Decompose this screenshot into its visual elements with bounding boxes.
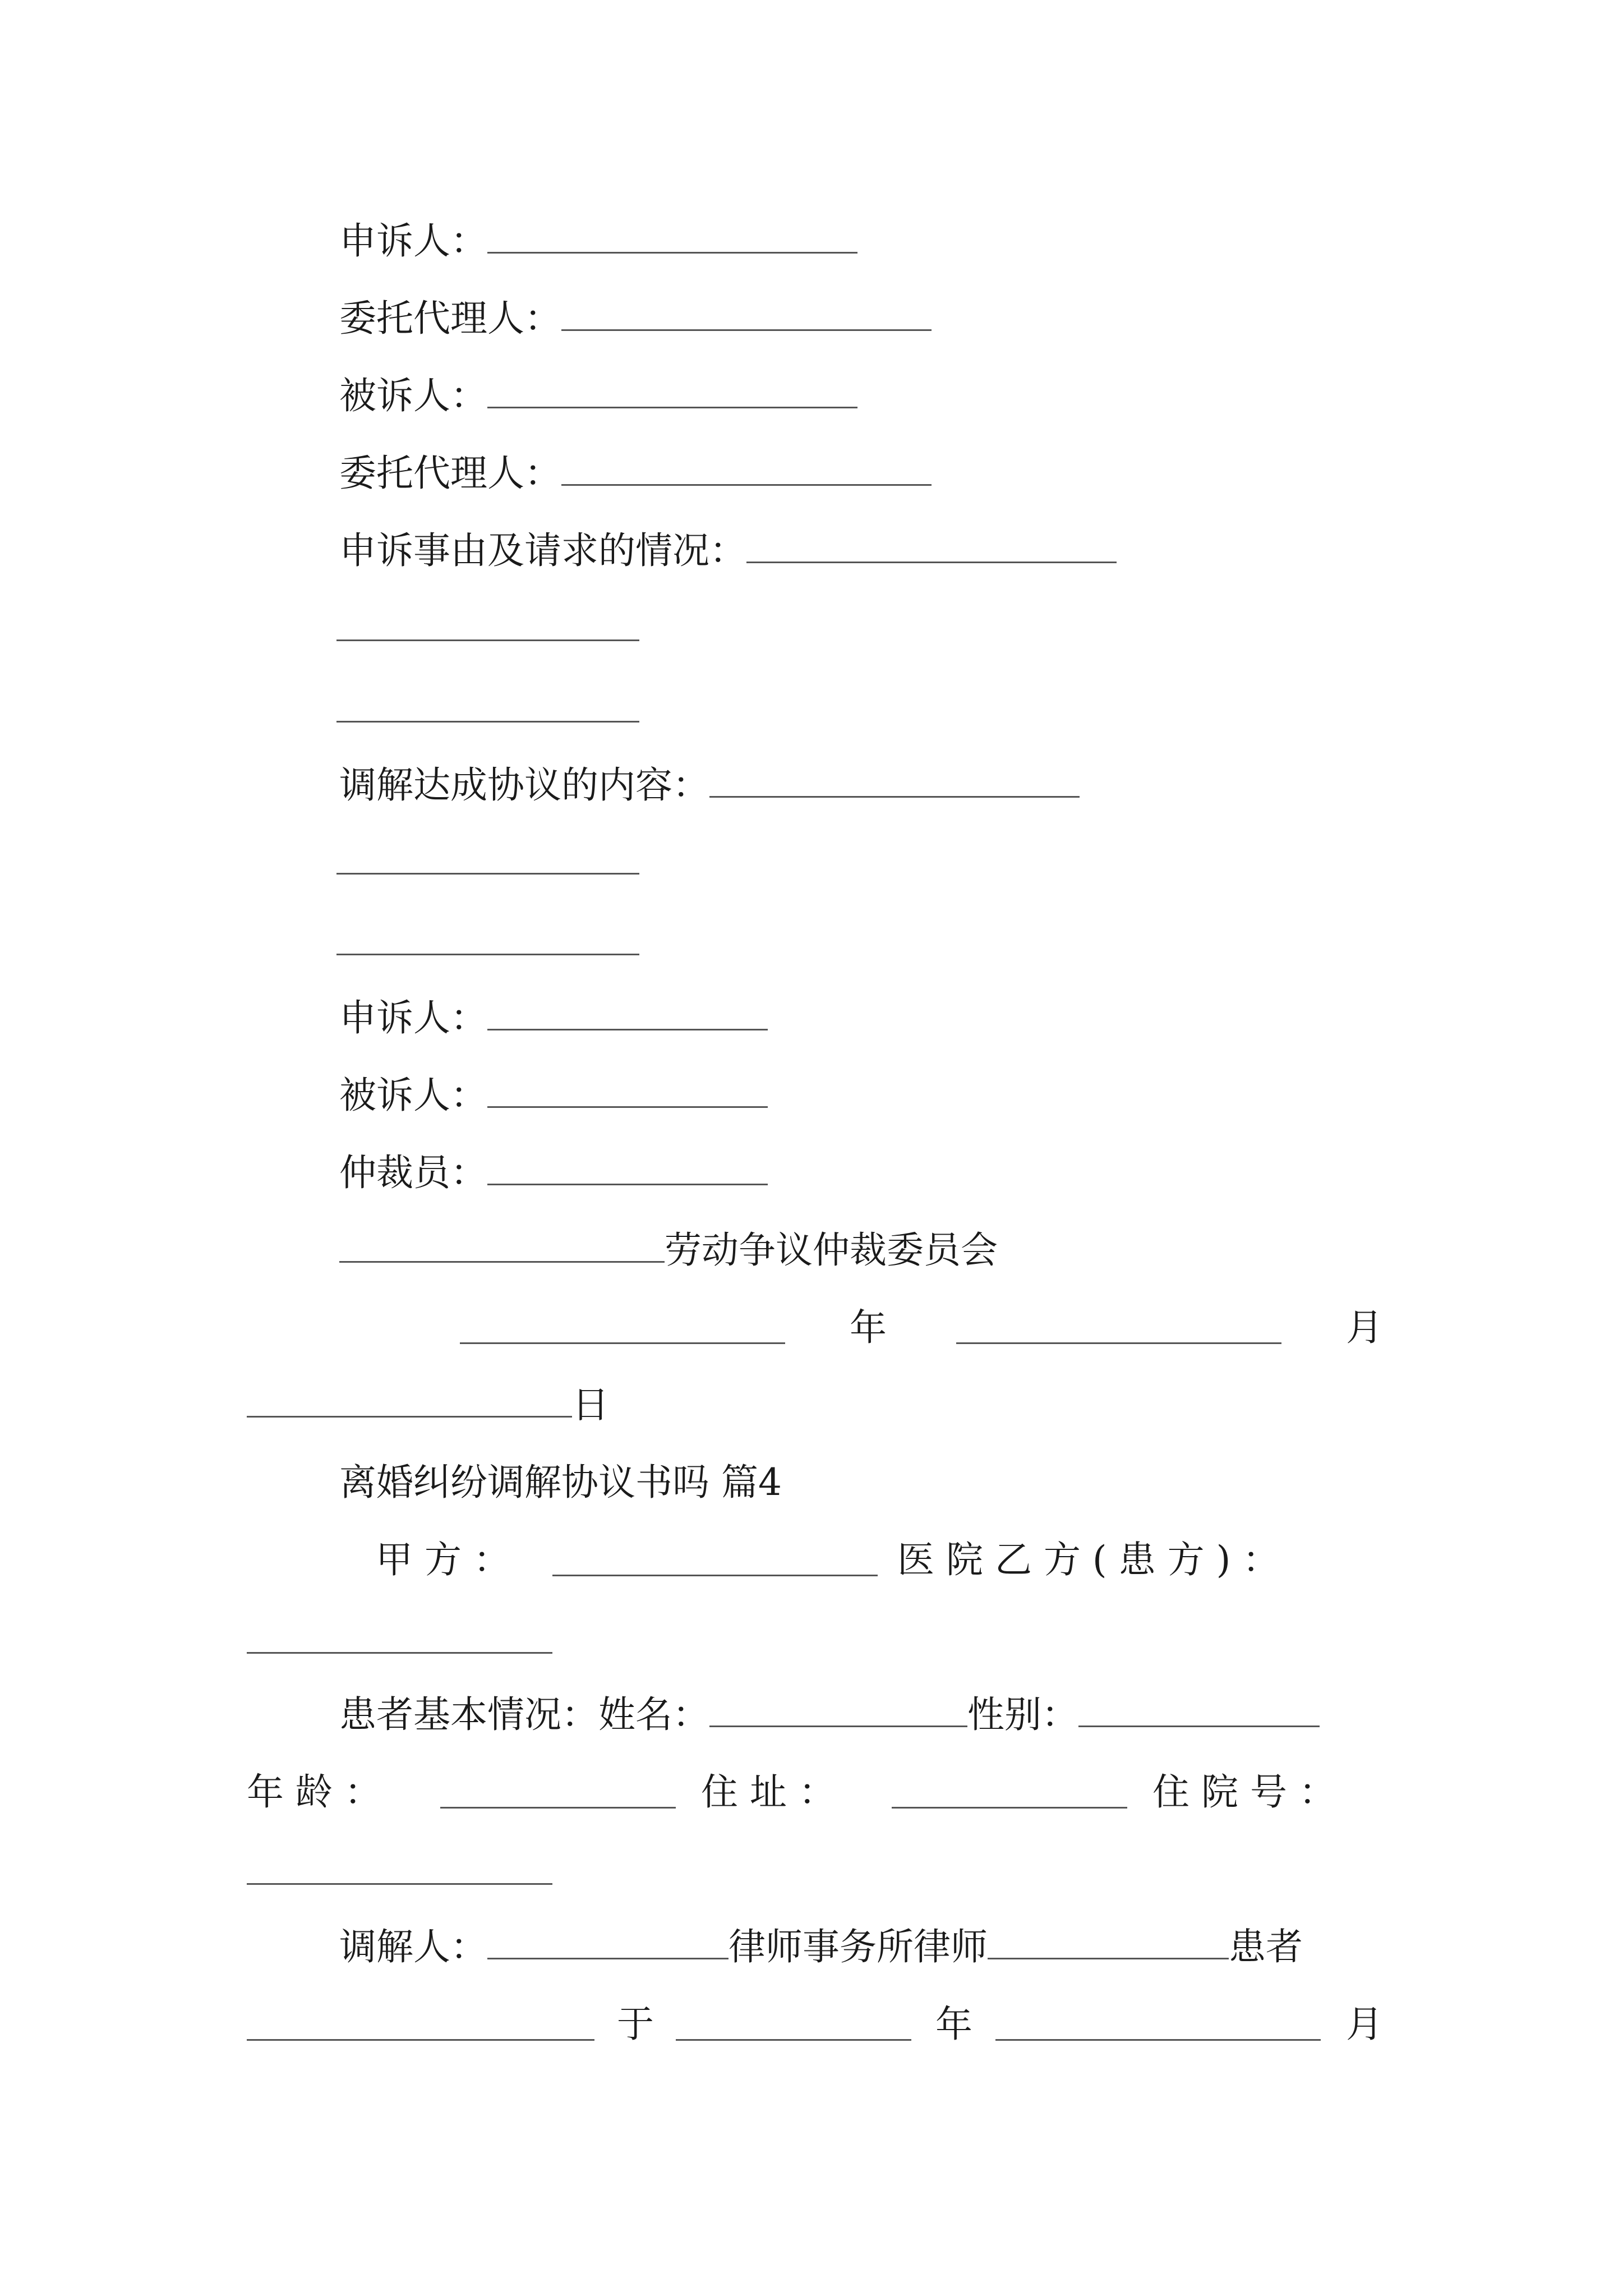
party-a-blank[interactable] [552,1575,878,1576]
sign-respondent-blank[interactable] [487,1073,768,1108]
address-label: 住 址 ： [701,1770,836,1814]
gender-blank[interactable] [1078,1692,1320,1727]
agent2-line [339,448,932,499]
month-blank[interactable] [956,1342,1281,1344]
age-blank[interactable] [440,1807,676,1809]
lawyer-blank[interactable] [988,1924,1229,1959]
committee-label: 劳动争议仲裁委员会 [665,1228,998,1272]
day-line [247,1380,609,1430]
claim-label: 申诉事由及请求的情况： [339,529,746,572]
sign-appellant-line [339,993,768,1043]
respondent-line [339,371,857,421]
patient-name-blank-2[interactable] [247,2039,594,2041]
year-blank-2[interactable] [676,2039,911,2041]
section-heading: 离婚纠纷调解协议书吗 篇4 [339,1461,782,1504]
claim-blank-2[interactable] [336,639,639,641]
patient-info-label: 患者基本情况：姓名： [339,1693,709,1736]
sign-appellant-label: 申诉人： [339,996,487,1039]
sign-respondent-line [339,1070,768,1121]
mediator-label: 调解人： [339,1925,487,1968]
appellant-line [339,216,857,266]
mediator-blank[interactable] [487,1924,728,1959]
agent1-line [339,293,932,344]
agreement-line [339,760,1080,811]
party-a-label: 甲 方 ： [376,1538,510,1581]
arbitrator-blank[interactable] [487,1150,768,1185]
day-blank[interactable] [247,1382,572,1418]
month-label-2: 月 [1346,2003,1383,2046]
party-b-label: 医 院 乙 方 ( 患 方 ) ： [897,1538,1280,1581]
committee-blank[interactable] [339,1227,665,1263]
party-b-blank[interactable] [247,1652,552,1654]
agent1-label: 委托代理人： [339,297,561,340]
sign-appellant-blank[interactable] [487,995,768,1030]
claim-blank-3[interactable] [336,721,639,723]
agreement-blank-2[interactable] [336,873,639,875]
respondent-label: 被诉人： [339,374,487,417]
sign-respondent-label: 被诉人： [339,1074,487,1117]
agreement-blank-3[interactable] [336,954,639,955]
patient-name-blank[interactable] [709,1692,967,1727]
year-label: 年 [850,1306,887,1349]
year-blank[interactable] [460,1342,785,1344]
agent2-blank[interactable] [561,450,932,486]
law-firm-label: 律师事务所律师 [728,1925,988,1968]
admission-no-label: 住 院 号 ： [1152,1770,1336,1814]
gender-label: 性别： [967,1693,1078,1736]
month-label: 月 [1346,1306,1383,1349]
arbitrator-line [339,1148,768,1198]
day-label: 日 [572,1383,609,1427]
appellant-label: 申诉人： [339,219,487,263]
agreement-blank[interactable] [709,762,1080,798]
mediator-line [339,1922,1303,1972]
month-blank-2[interactable] [995,2039,1321,2041]
arbitrator-label: 仲裁员： [339,1151,487,1194]
age-label: 年 龄 ： [247,1770,381,1814]
agent2-label: 委托代理人： [339,452,561,495]
claim-blank[interactable] [746,528,1117,563]
patient-info-line [339,1690,1320,1740]
admission-no-blank[interactable] [247,1883,552,1885]
agreement-label: 调解达成协议的内容： [339,763,709,807]
year-label-2: 年 [935,2003,972,2046]
patient-label: 患者 [1229,1925,1303,1968]
respondent-blank[interactable] [487,373,857,408]
address-blank[interactable] [892,1807,1127,1809]
appellant-blank[interactable] [487,218,857,254]
claim-line [339,526,1117,576]
at-label: 于 [617,2003,654,2046]
agent1-blank[interactable] [561,296,932,331]
committee-line [339,1225,998,1276]
